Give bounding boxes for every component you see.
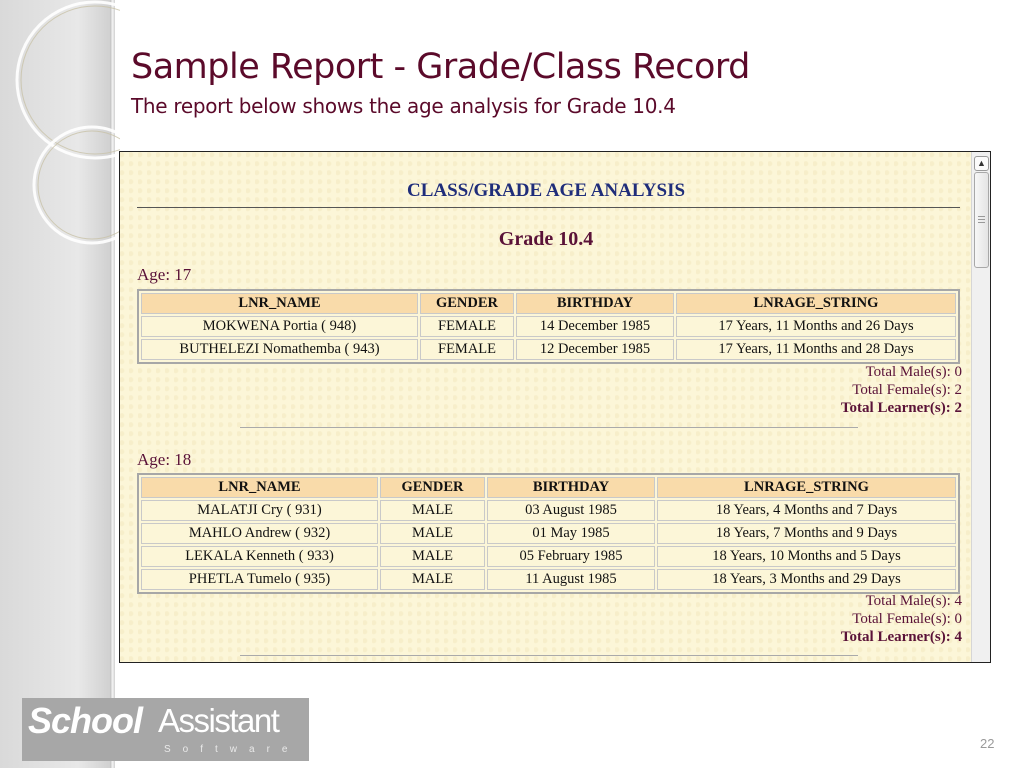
total-females: Total Female(s): 2 xyxy=(852,382,962,398)
table-row xyxy=(141,569,956,590)
chevron-up-icon[interactable]: ▲ xyxy=(974,156,989,171)
logo-software-text: Software xyxy=(164,744,300,755)
cell-name: PHETLA Tumelo ( 935) xyxy=(141,569,378,590)
age-18-table xyxy=(137,473,960,594)
column-header-birthday: BIRTHDAY xyxy=(487,477,655,498)
decorative-circles xyxy=(0,0,120,260)
report-window xyxy=(119,151,991,663)
cell-name: LEKALA Kenneth ( 933) xyxy=(141,546,378,567)
total-males: Total Male(s): 0 xyxy=(865,364,962,380)
total-males: Total Male(s): 4 xyxy=(865,593,962,609)
table-row xyxy=(141,523,956,544)
column-header-lnrage-string: LNRAGE_STRING xyxy=(657,477,956,498)
column-header-lnrage-string: LNRAGE_STRING xyxy=(676,293,956,314)
cell-gender: FEMALE xyxy=(420,339,514,360)
cell-birthday: 01 May 1985 xyxy=(487,523,655,544)
cell-age: 18 Years, 3 Months and 29 Days xyxy=(657,569,956,590)
vertical-scrollbar[interactable] xyxy=(971,152,990,662)
cell-age: 18 Years, 10 Months and 5 Days xyxy=(657,546,956,567)
scrollbar-thumb[interactable] xyxy=(974,172,989,268)
group-divider xyxy=(240,655,858,656)
cell-birthday: 11 August 1985 xyxy=(487,569,655,590)
title-divider xyxy=(137,207,960,208)
table-row xyxy=(141,316,956,337)
total-females: Total Female(s): 0 xyxy=(852,611,962,627)
slide-subtitle: The report below shows the age analysis for Grade 10.4 xyxy=(131,94,676,118)
column-header-gender: GENDER xyxy=(380,477,485,498)
total-learners: Total Learner(s): 4 xyxy=(840,629,962,645)
total-learners: Total Learner(s): 2 xyxy=(840,400,962,416)
cell-birthday: 12 December 1985 xyxy=(516,339,674,360)
column-header-lnr-name: LNR_NAME xyxy=(141,293,418,314)
table-row xyxy=(141,500,956,521)
grade-title: Grade 10.4 xyxy=(498,228,594,250)
table-header-row xyxy=(141,293,956,314)
column-header-lnr-name: LNR_NAME xyxy=(141,477,378,498)
age-18-totals xyxy=(662,592,962,646)
report-content xyxy=(120,152,972,662)
cell-gender: MALE xyxy=(380,569,485,590)
cell-gender: MALE xyxy=(380,523,485,544)
school-assistant-logo xyxy=(22,698,309,761)
cell-age: 18 Years, 7 Months and 9 Days xyxy=(657,523,956,544)
cell-name: BUTHELEZI Nomathemba ( 943) xyxy=(141,339,418,360)
cell-birthday: 05 February 1985 xyxy=(487,546,655,567)
age-17-totals xyxy=(662,363,962,417)
logo-assistant-text: Assistant xyxy=(158,702,279,739)
cell-age: 18 Years, 4 Months and 7 Days xyxy=(657,500,956,521)
age-group-label: Age: 17 xyxy=(137,265,192,284)
table-row xyxy=(141,546,956,567)
cell-name: MALATJI Cry ( 931) xyxy=(141,500,378,521)
cell-gender: MALE xyxy=(380,546,485,567)
logo-school-text: School xyxy=(28,700,143,741)
cell-name: MOKWENA Portia ( 948) xyxy=(141,316,418,337)
age-17-table xyxy=(137,289,960,364)
cell-birthday: 14 December 1985 xyxy=(516,316,674,337)
cell-age: 17 Years, 11 Months and 28 Days xyxy=(676,339,956,360)
group-divider xyxy=(240,427,858,428)
cell-gender: FEMALE xyxy=(420,316,514,337)
column-header-gender: GENDER xyxy=(420,293,514,314)
age-group-label: Age: 18 xyxy=(137,450,192,469)
cell-age: 17 Years, 11 Months and 26 Days xyxy=(676,316,956,337)
cell-birthday: 03 August 1985 xyxy=(487,500,655,521)
table-row xyxy=(141,339,956,360)
cell-gender: MALE xyxy=(380,500,485,521)
table-header-row xyxy=(141,477,956,498)
slide-title: Sample Report - Grade/Class Record xyxy=(131,47,750,87)
column-header-birthday: BIRTHDAY xyxy=(516,293,674,314)
grip-icon xyxy=(978,216,985,217)
cell-name: MAHLO Andrew ( 932) xyxy=(141,523,378,544)
report-title: CLASS/GRADE AGE ANALYSIS xyxy=(406,180,686,201)
page-number: 22 xyxy=(980,736,995,751)
